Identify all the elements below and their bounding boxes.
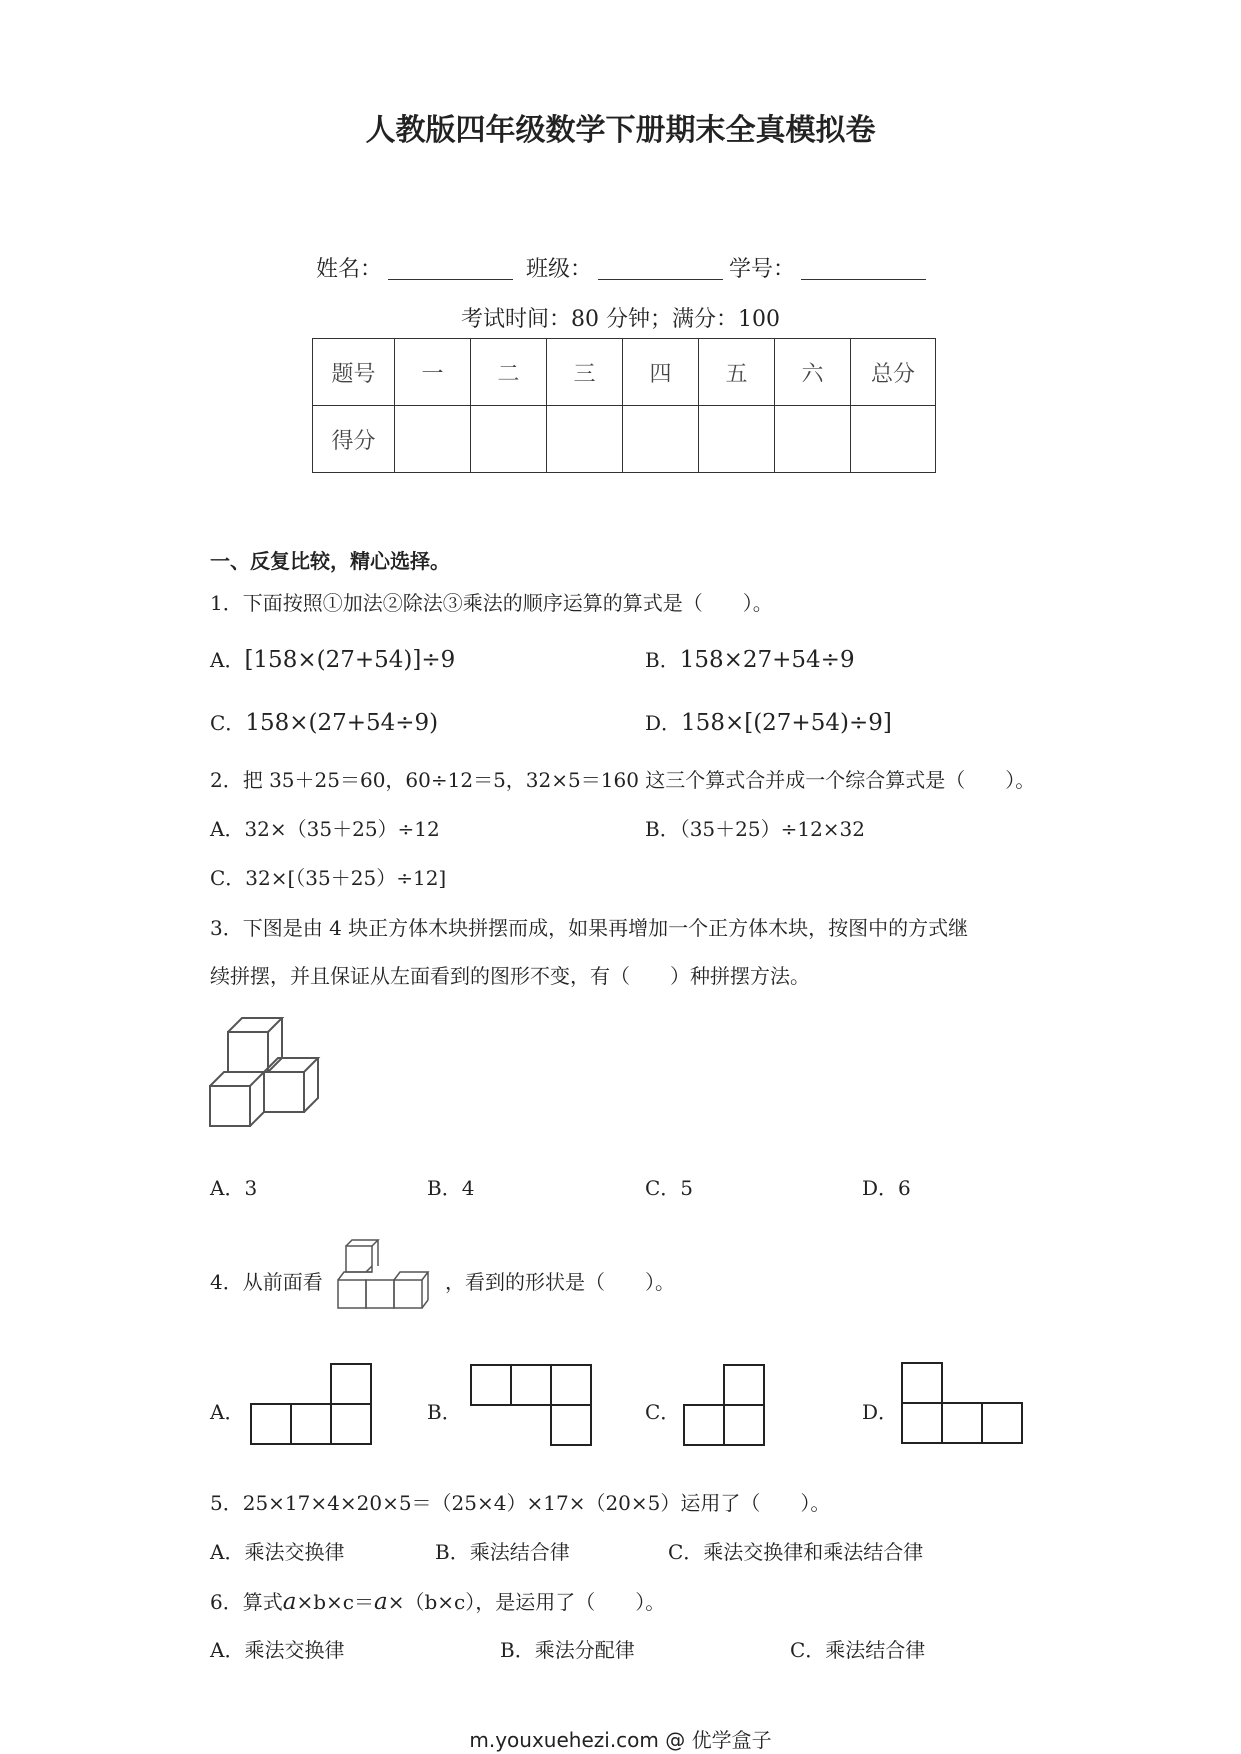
q1-option-d[interactable]: [645, 707, 892, 736]
table-cell: 五: [699, 339, 775, 406]
q3-option-c[interactable]: C．5: [645, 1176, 694, 1200]
table-cell: 题号: [313, 339, 395, 406]
score-cell[interactable]: [775, 406, 851, 473]
q6-stem-mid: ×b×c＝: [296, 1590, 374, 1614]
q5-option-b[interactable]: B．乘法结合律: [435, 1540, 570, 1564]
q3-option-b[interactable]: B．4: [427, 1176, 475, 1200]
q1-a-expression: [158×(27+54)]÷9: [244, 647, 456, 673]
q6-stem-suffix: ×（b×c），是运用了（ ）。: [387, 1590, 666, 1614]
table-cell: 二: [471, 339, 547, 406]
student-info-line: [316, 252, 932, 283]
score-cell[interactable]: [699, 406, 775, 473]
option-label: B．: [645, 648, 680, 672]
q6-option-b[interactable]: B．乘法分配律: [500, 1638, 635, 1662]
table-cell: 六: [775, 339, 851, 406]
cube-stack-figure: [208, 1012, 328, 1137]
cube-row-figure: [336, 1236, 436, 1311]
question-4-stem-prefix: 4．从前面看: [210, 1270, 323, 1294]
page-title: 人教版四年级数学下册期末全真模拟卷: [365, 113, 876, 148]
score-table-score-row: [313, 406, 936, 473]
section-heading: 一、反复比较，精心选择。: [210, 549, 450, 573]
question-3-stem-line1: 3．下图是由 4 块正方体木块拼摆而成，如果再增加一个正方体木块，按图中的方式继: [210, 916, 969, 940]
question-6-stem: [210, 1586, 665, 1615]
class-label: 班级：: [526, 257, 593, 282]
q2-option-a[interactable]: A．32×（35＋25）÷12: [210, 817, 440, 841]
q1-d-expression: 158×[(27+54)÷9]: [681, 710, 892, 736]
q2-option-b[interactable]: B．（35＋25）÷12×32: [645, 817, 866, 841]
q5-option-c[interactable]: C．乘法交换律和乘法结合律: [668, 1540, 924, 1564]
q1-option-c[interactable]: [210, 707, 438, 736]
q6-option-c[interactable]: C．乘法结合律: [790, 1638, 926, 1662]
question-4-stem-suffix: ，看到的形状是（ ）。: [445, 1270, 675, 1294]
class-blank[interactable]: [598, 259, 723, 280]
q4-option-a-shape[interactable]: [250, 1364, 372, 1446]
q4-option-a-label[interactable]: A．: [210, 1400, 245, 1424]
q6-var-a-2: a: [373, 1589, 388, 1615]
q6-stem-prefix: 6．算式: [210, 1590, 283, 1614]
score-cell[interactable]: [395, 406, 471, 473]
score-cell[interactable]: [623, 406, 699, 473]
q1-c-expression: 158×(27+54÷9): [245, 710, 439, 736]
score-cell[interactable]: [547, 406, 623, 473]
question-3-stem-line2: 续拼摆，并且保证从左面看到的图形不变，有（ ）种拼摆方法。: [210, 964, 810, 988]
option-label: D．: [645, 711, 682, 735]
q6-var-a: a: [282, 1589, 297, 1615]
q5-option-a[interactable]: A．乘法交换律: [210, 1540, 345, 1564]
q1-option-a[interactable]: [210, 644, 455, 673]
q3-option-a[interactable]: A．3: [210, 1176, 258, 1200]
name-label: 姓名：: [316, 257, 383, 282]
table-cell: 总分: [851, 339, 936, 406]
table-cell: 得分: [313, 406, 395, 473]
q2-option-c[interactable]: C．32×[（35＋25）÷12]: [210, 866, 447, 890]
score-table-header-row: [313, 339, 936, 406]
question-1-stem: 1．下面按照①加法②除法③乘法的顺序运算的算式是（ ）。: [210, 591, 773, 615]
name-blank[interactable]: [388, 259, 513, 280]
score-cell[interactable]: [851, 406, 936, 473]
q3-option-d[interactable]: D．6: [862, 1176, 911, 1200]
question-5-stem: 5．25×17×4×20×5＝（25×4）×17×（20×5）运用了（ ）。: [210, 1491, 831, 1515]
q4-option-d-shape[interactable]: [901, 1362, 1023, 1444]
id-label: 学号：: [729, 257, 796, 282]
id-blank[interactable]: [801, 259, 926, 280]
q4-option-b-shape[interactable]: [470, 1364, 592, 1446]
exam-info: 考试时间：80 分钟；满分：100: [461, 307, 780, 332]
table-cell: 一: [395, 339, 471, 406]
table-cell: 三: [547, 339, 623, 406]
score-cell[interactable]: [471, 406, 547, 473]
option-label: C．: [210, 711, 246, 735]
question-2-stem: 2．把 35＋25＝60，60÷12＝5，32×5＝160 这三个算式合并成一个综合算式是（ ）。: [210, 768, 1036, 792]
q4-option-c-label[interactable]: C．: [645, 1400, 681, 1424]
q1-b-expression: 158×27+54÷9: [679, 647, 855, 673]
q6-option-a[interactable]: A．乘法交换律: [210, 1638, 345, 1662]
q1-option-b[interactable]: [645, 644, 855, 673]
score-table: [312, 338, 936, 473]
q4-option-d-label[interactable]: D．: [862, 1400, 899, 1424]
table-cell: 四: [623, 339, 699, 406]
q4-option-c-shape[interactable]: [683, 1364, 765, 1446]
q4-option-b-label[interactable]: B．: [427, 1400, 462, 1424]
option-label: A．: [210, 648, 245, 672]
footer-watermark[interactable]: m.youxuehezi.com @ 优学盒子: [469, 1728, 772, 1752]
